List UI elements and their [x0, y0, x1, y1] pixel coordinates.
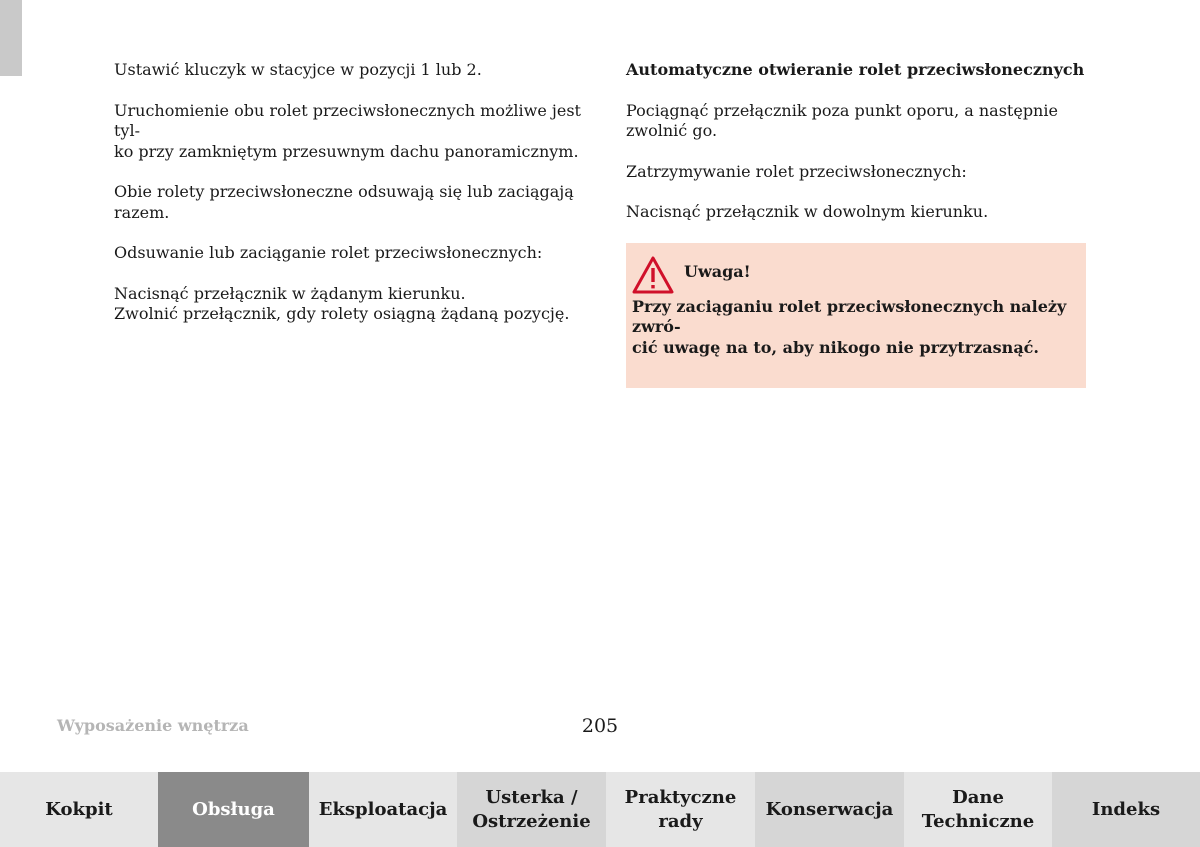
- warning-text: [632, 297, 1080, 359]
- paragraph-any-direction: Nacisnąć przełącznik w dowolnym kierunku.: [626, 202, 989, 221]
- paragraph-open-close: Odsuwanie lub zaciąganie rolet przeciwsłonecznych:: [114, 243, 543, 262]
- chapter-tab-bar: [0, 772, 1200, 847]
- paragraph-line: Uruchomienie obu rolet przeciwsłonecznych możliwe jest tyl-: [114, 100, 581, 140]
- warning-line: Przy zaciąganiu rolet przeciwsłonecznych należy zwró-: [632, 296, 1067, 336]
- warning-header: [632, 253, 1080, 297]
- tab-indeks[interactable]: Indeks: [1052, 772, 1200, 847]
- left-column: [114, 60, 584, 345]
- warning-box: [626, 243, 1086, 389]
- warning-title: Uwaga!: [684, 262, 751, 282]
- warning-line: cić uwagę na to, aby nikogo nie przytrzasnąć.: [632, 337, 1039, 357]
- paragraph-line: ko przy zamkniętym przesuwnym dachu panoramicznym.: [114, 141, 579, 161]
- right-column: [626, 60, 1088, 388]
- tab-usterka-ostrzezenie[interactable]: Usterka / Ostrzeżenie: [457, 772, 606, 847]
- paragraph-stopping: Zatrzymywanie rolet przeciwsłonecznych:: [626, 161, 967, 181]
- tab-eksploatacja[interactable]: Eksploatacja: [309, 772, 457, 847]
- paragraph-line: Nacisnąć przełącznik w żądanym kierunku.: [114, 283, 466, 303]
- tab-dane-techniczne[interactable]: Dane Techniczne: [904, 772, 1052, 847]
- paragraph-panoramic-roof: [114, 101, 584, 163]
- tab-kokpit[interactable]: Kokpit: [0, 772, 158, 847]
- paragraph-both-blinds: Obie rolety przeciwsłoneczne odsuwają się lub zaciągają razem.: [114, 182, 574, 222]
- paragraph-pull-switch: Pociągnąć przełącznik poza punkt oporu, a następnie zwolnić go.: [626, 100, 1058, 140]
- tab-obsluga[interactable]: Obsługa: [158, 772, 309, 847]
- page-number: 205: [581, 715, 619, 737]
- corner-marker: [0, 0, 22, 76]
- paragraph-ignition: Ustawić kluczyk w stacyjce w pozycji 1 lub 2.: [114, 60, 482, 79]
- paragraph-line: Zwolnić przełącznik, gdy rolety osiągną żądaną pozycję.: [114, 304, 570, 323]
- tab-praktyczne-rady[interactable]: Praktyczne rady: [606, 772, 755, 847]
- section-name: Wyposażenie wnętrza: [57, 716, 249, 735]
- tab-konserwacja[interactable]: Konserwacja: [755, 772, 904, 847]
- section-heading: Automatyczne otwieranie rolet przeciwsłonecznych: [626, 60, 1085, 79]
- warning-triangle-icon: [632, 256, 674, 294]
- paragraph-press-switch: [114, 284, 584, 325]
